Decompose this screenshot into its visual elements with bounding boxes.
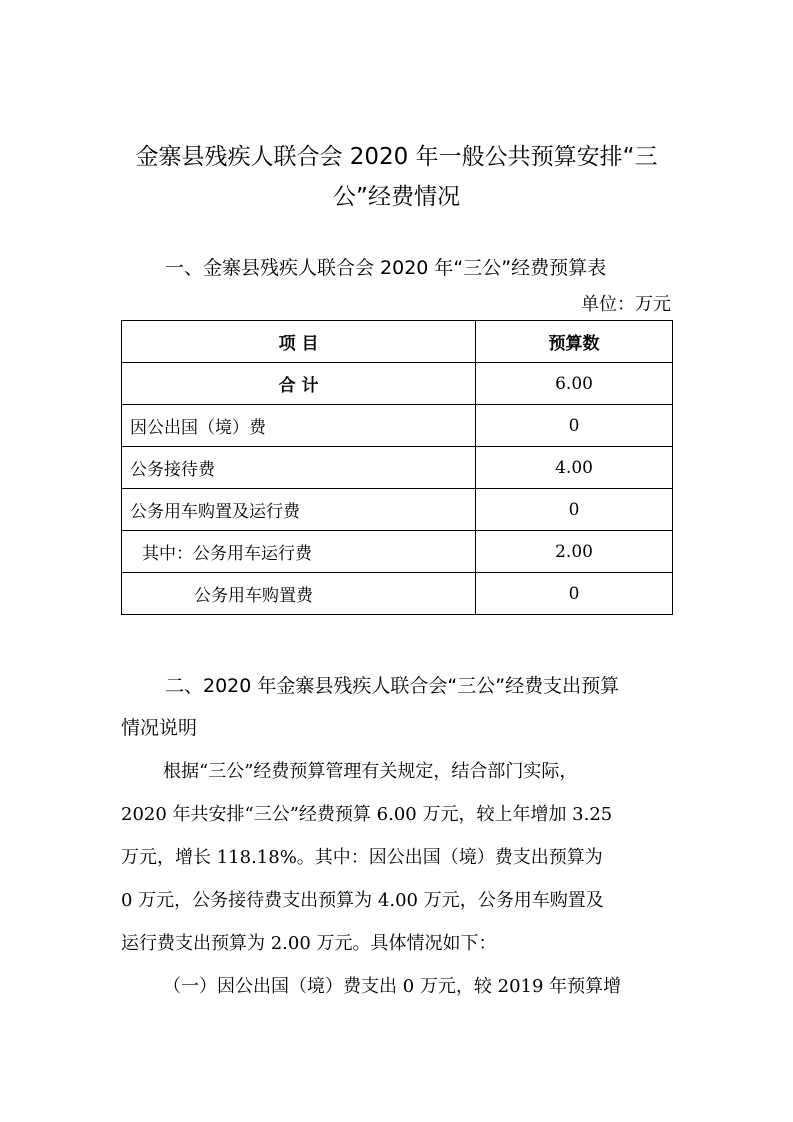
table-row [122,405,673,447]
budget-table [121,320,673,615]
section-2-title-line-2: 情况说明 [121,717,198,739]
body-text [121,750,676,1008]
body-line: 0 万元，公务接待费支出预算为 4.00 万元，公务用车购置及 [121,890,604,911]
body-line: 运行费支出预算为 2.00 万元。具体情况如下： [121,933,497,954]
table-row [122,447,673,489]
row-value: 0 [476,573,673,615]
body-line: （一）因公出国（境）费支出 0 万元，较 2019 年预算增 [163,976,622,997]
document-title-line-1: 金寨县残疾人联合会 2020 年一般公共预算安排“三 [135,144,658,170]
body-line: 万元，增长 118.18%。其中：因公出国（境）费支出预算为 [121,847,603,868]
section-2-title [121,665,676,749]
row-value: 0 [476,405,673,447]
row-label: 因公出国（境）费 [122,405,476,447]
row-label: 其中：公务用车运行费 [122,531,476,573]
row-value: 2.00 [476,531,673,573]
row-value: 6.00 [476,363,673,405]
header-item: 项 目 [122,321,476,363]
header-budget: 预算数 [476,321,673,363]
table-row-total [122,363,673,405]
table-header-row [122,321,673,363]
row-label: 公务用车购置费 [122,573,476,615]
body-line: 根据“三公”经费预算管理有关规定，结合部门实际， [163,761,578,782]
section-1-title: 一、金寨县残疾人联合会 2020 年“三公”经费预算表 [165,257,607,279]
table-row [122,489,673,531]
row-label: 合 计 [122,363,476,405]
row-value: 4.00 [476,447,673,489]
unit-label: 单位：万元 [581,294,671,315]
section-2-title-line-1: 二、2020 年金寨县残疾人联合会“三公”经费支出预算 [165,675,620,697]
row-label: 公务用车购置及运行费 [122,489,476,531]
row-label: 公务接待费 [122,447,476,489]
table-row [122,531,673,573]
row-value: 0 [476,489,673,531]
document-title-line-2: 公”经费情况 [333,184,460,210]
table-row [122,573,673,615]
body-line: 2020 年共安排“三公”经费预算 6.00 万元，较上年增加 3.25 [121,804,613,825]
